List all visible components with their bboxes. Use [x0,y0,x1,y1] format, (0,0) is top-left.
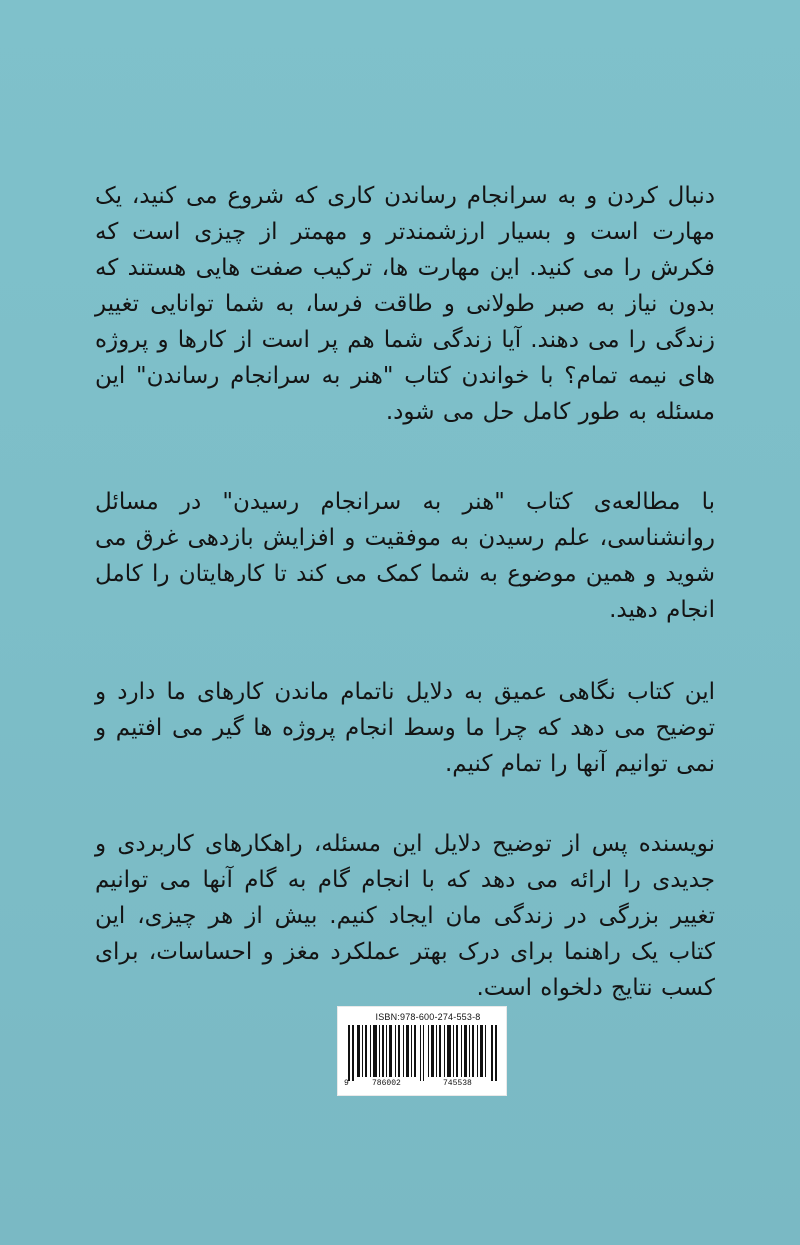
barcode-bar [362,1025,363,1077]
barcode-bars [348,1025,498,1077]
barcode-right-digits: 745538 [443,1079,472,1088]
paragraph-text: با مطالعه‌ی کتاب "هنر به سرانجام رسیدن" در مسائل روانشناسی، علم رسیدن به موفقیت و افزایش بازدهی غرق می شوید و همین موضوع به شما کمک می کند تا کارهایتان را کامل انجام دهید. [95,489,715,623]
description-paragraph-3 [95,674,715,782]
barcode-bar [398,1025,400,1077]
barcode-bar [386,1025,387,1077]
barcode-bar [414,1025,416,1077]
isbn-label: ISBN:978-600-274-553-8 [375,1012,481,1022]
paragraph-text: این کتاب نگاهی عمیق به دلایل ناتمام ماندن کارهای ما دارد و توضیح می دهد که چرا ما وسط انجام پروژه ها گیر می افتیم و نمی توانیم آنها را تمام کنیم. [95,679,715,777]
barcode-bar [428,1025,429,1077]
barcode-bar [370,1025,371,1077]
barcode-bar [461,1025,462,1077]
barcode-bar [348,1025,350,1081]
barcode-bar [420,1025,421,1081]
description-paragraph-1 [95,178,715,430]
isbn-barcode [337,1006,507,1096]
barcode-bar [352,1025,354,1081]
barcode-bar [444,1025,445,1077]
barcode-bar [373,1025,377,1077]
description-paragraph-4 [95,826,715,1006]
barcode-bar [491,1025,493,1081]
barcode-bar [423,1025,424,1081]
barcode-bar [379,1025,380,1077]
barcode-bar [464,1025,467,1077]
barcode-bar [439,1025,441,1077]
barcode-bar [453,1025,454,1077]
barcode-bar [477,1025,478,1077]
barcode-bar [382,1025,384,1077]
barcode-bar [406,1025,409,1077]
barcode-numbers [344,1078,502,1088]
barcode-bar [469,1025,470,1077]
barcode-left-digit: 9 [344,1079,349,1088]
barcode-bar [485,1025,486,1077]
barcode-bar [357,1025,360,1077]
barcode-bar [395,1025,396,1077]
barcode-bar [365,1025,367,1077]
barcode-bar [480,1025,483,1077]
barcode-bar [447,1025,451,1077]
barcode-bar [389,1025,392,1077]
barcode-middle-digits: 786002 [372,1079,401,1088]
barcode-bar [411,1025,412,1077]
barcode-bar [431,1025,434,1077]
barcode-bar [436,1025,437,1077]
barcode-bar [403,1025,404,1077]
barcode-bar [472,1025,474,1077]
barcode-bar [495,1025,497,1081]
paragraph-text: دنبال کردن و به سرانجام رساندن کاری که شروع می کنید، یک مهارت است و بسیار ارزشمندتر و مهمتر از چیزی است که فکرش را می کنید. این مهارت ها، ترکیب صفت هایی هستند که بدون نیاز به صبر طولانی و طاقت فرسا، به شما توانایی تغییر زندگی را می دهند. آیا زندگی شما هم پر است از کارها و پروژه های نیمه تمام؟ با خواندن کتاب "هنر به سرانجام رساندن" این مسئله به طور کامل حل می شود. [95,183,715,425]
description-paragraph-2 [95,484,715,628]
barcode-bar [456,1025,458,1077]
paragraph-text: نویسنده پس از توضیح دلایل این مسئله، راهکارهای کاربردی و جدیدی را ارائه می دهد که با انجام گام به گام آنها می توانیم تغییر بزرگی در زندگی مان ایجاد کنیم. بیش از هر چیزی، این کتاب یک راهنما برای درک بهتر عملکرد مغز و احساسات، برای کسب نتایج دلخواه است. [95,831,715,1001]
